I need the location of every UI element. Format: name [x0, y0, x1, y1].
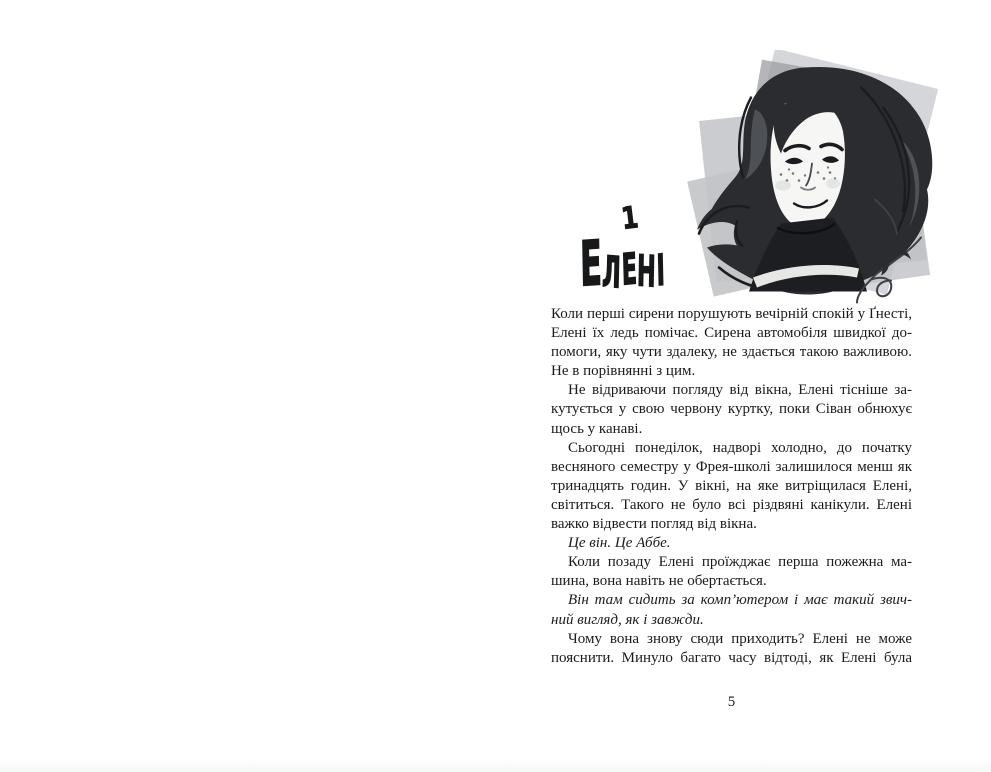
body-text [551, 305, 912, 668]
text-line: Сьогодні понеділок, надворі холодно, до початку [568, 439, 912, 456]
text-line: світиться. Такого не було всі різдвяні канікули. Елені [551, 496, 912, 513]
text-line: пояснити. Минуло багато часу відтоді, як Елені була [551, 649, 912, 666]
text-line: кутується у свою червону куртку, поки Сіван обнюхує [551, 401, 912, 418]
text-line: Не в порівнянні з цим. [551, 363, 696, 380]
text-line: ний вигляд, як і завжди. [551, 611, 704, 628]
text-line: Елені їх ледь помічає. Сирена автомобіля швидкої до- [551, 325, 912, 342]
text-line: Це він. Це Аббе. [568, 535, 671, 552]
text-line: Не відриваючи погляду від вікна, Елені тісніше за- [568, 382, 912, 399]
text-line: тринадцять годин. У вікні, на яке витріщилася Елені, [551, 477, 912, 494]
text-line: весняного семестру у Фрея-школі залишилося менш як [551, 458, 912, 475]
text-line: щось у канаві. [551, 420, 643, 437]
chapter-illustration-girl-portrait [685, 50, 947, 305]
chapter-number: 1 [619, 200, 641, 237]
text-line: важко відвести погляд від вікна. [551, 516, 757, 533]
chapter-title: Елені [579, 225, 667, 303]
text-line: шина, вона навіть не обертається. [551, 573, 767, 590]
text-line: помоги, яку чути здалеку, не здається такою важливою. [551, 344, 912, 361]
text-line: Він там сидить за комп’ютером і має такий звич- [568, 592, 912, 609]
text-line: Чому вона знову сюди приходить? Елені не може [568, 630, 912, 647]
text-line: Коли позаду Елені проїжджає перша пожежна ма- [568, 554, 912, 571]
page-number: 5 [727, 694, 736, 710]
page-bottom-shadow [0, 758, 991, 772]
text-line: Коли перші сирени порушують вечірній спокій у Ґнесті, [551, 306, 912, 322]
